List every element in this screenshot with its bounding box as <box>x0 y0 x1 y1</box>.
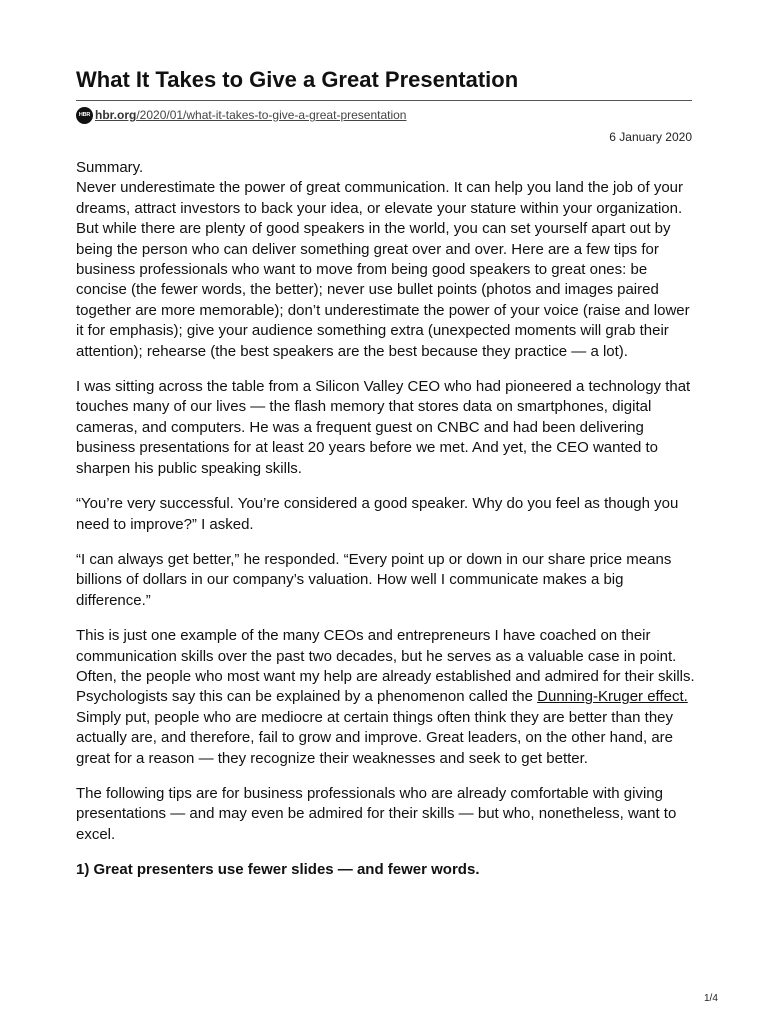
article-title: What It Takes to Give a Great Presentation <box>76 67 519 92</box>
summary-text: Never underestimate the power of great communication. It can help you land the job of your dreams, attract investors to back your idea, or elevate your stature within your organization. But while there are plenty of good speakers in the world, you can set yourself apart out by being the person who can deliver something great over and over. Here are a few tips for business professionals who want to move from being good speakers to great ones: be concise (the fewer words, the better); never use bullet points (photos and images paired together are more memorable); don’t underestimate the power of your voice (raise and lower it for emphasis); give your audience something extra (unexpected moments will grab their attention); rehearse (the best speakers are the best because they practice — a lot). <box>76 179 690 360</box>
source-url-link[interactable] <box>95 105 406 125</box>
source-domain: hbr.org <box>95 108 137 122</box>
source-line <box>76 105 406 125</box>
body-paragraph-4 <box>76 626 696 769</box>
page-number: 1/4 <box>704 993 718 1004</box>
summary-label: Summary. <box>76 159 144 176</box>
publication-date: 6 January 2020 <box>609 130 692 144</box>
article-body <box>76 158 696 881</box>
hbr-logo-icon: HBR <box>76 107 93 124</box>
title-divider <box>76 100 692 101</box>
tip-1-heading: 1) Great presenters use fewer slides — and fewer words. <box>76 861 480 879</box>
source-path: /2020/01/what-it-takes-to-give-a-great-presentation <box>136 108 407 122</box>
body-paragraph-1: I was sitting across the table from a Silicon Valley CEO who had pioneered a technology that touches many of our lives — the flash memory that stores data on smartphones, digital cameras, and computers. He was a frequent guest on CNBC and had been delivering business presentations for at least 20 years before we met. And yet, the CEO wanted to sharpen his public speaking skills. <box>76 378 691 477</box>
body-paragraph-5: The following tips are for business professionals who are already comfortable with giving presentations — and may even be admired for their skills — but who, nonetheless, want to excel. <box>76 784 677 843</box>
summary-paragraph <box>76 158 696 362</box>
paragraph-4-intro: This is just one example of the many CEOs and entrepreneurs I have coached on their communication skills over the past two decades, but he serves as a valuable case in point. Often, the people who most want my help are already established and admired for their skills. Psychologists say this can be explained by a phenomenon called the <box>76 627 695 706</box>
paragraph-4-rest: Simply put, people who are mediocre at certain things often think they are better than they actually are, and therefore, fail to grow and improve. Great leaders, on the other hand, are great for a reason — they recognize their weaknesses and seek to get better. <box>76 708 674 767</box>
dunning-kruger-link[interactable]: Dunning-Kruger effect. <box>537 688 688 706</box>
body-paragraph-3: “I can always get better,” he responded. “Every point up or down in our share price means billions of dollars in our company’s valuation. How well I communicate makes a big difference.” <box>76 550 672 609</box>
body-paragraph-2: “You’re very successful. You’re considered a good speaker. Why do you feel as though you need to improve?” I asked. <box>76 495 679 533</box>
